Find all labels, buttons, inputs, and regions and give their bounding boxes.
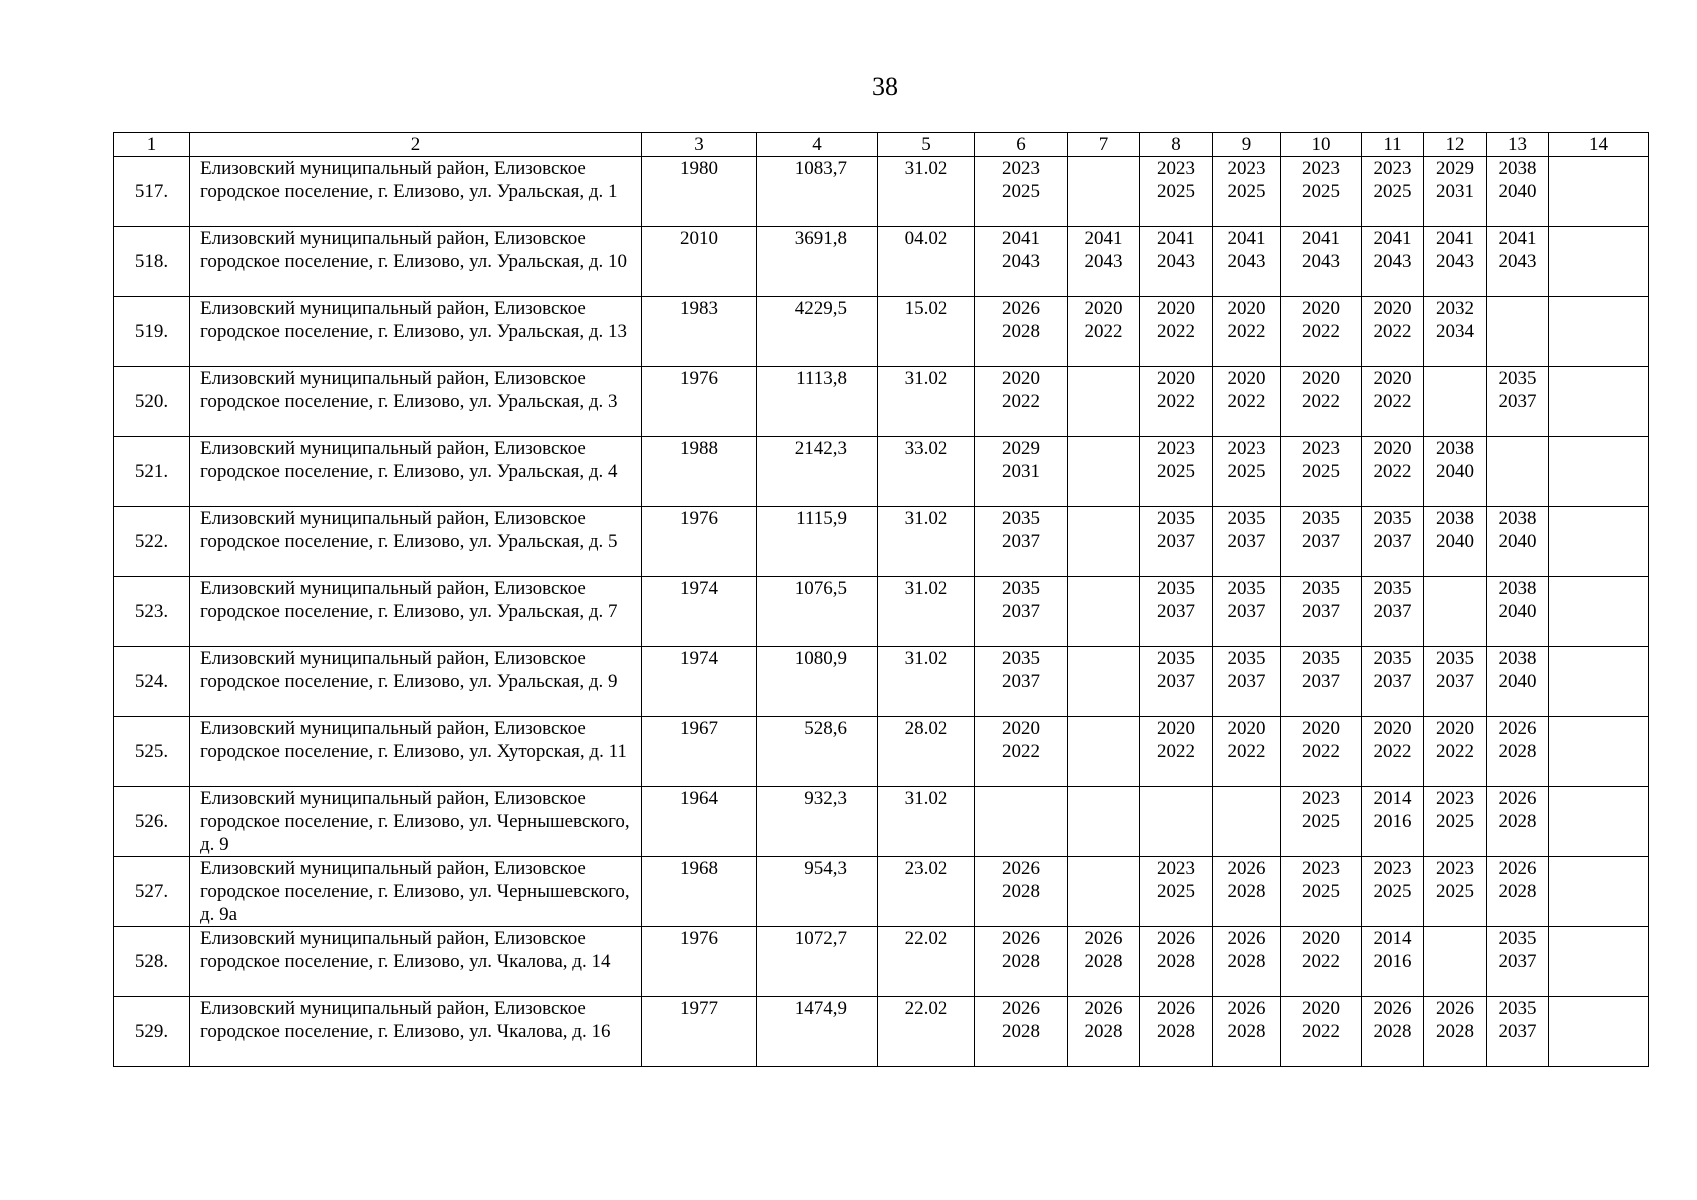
code-cell: 23.02 [878, 857, 975, 927]
area-cell: 1474,9 [757, 997, 878, 1067]
address-cell: Елизовский муниципальный район, Елизовское городское поселение, г. Елизово, ул. Уральская, д. 1 [190, 157, 642, 227]
code-cell: 31.02 [878, 157, 975, 227]
term-cell: 2041 2043 [1281, 227, 1362, 297]
term-cell: 2020 2022 [1140, 367, 1213, 437]
term-cell [1549, 297, 1649, 367]
term-cell [1140, 787, 1213, 857]
term-cell [1424, 927, 1487, 997]
term-cell: 2023 2025 [1213, 157, 1281, 227]
term-cell [1549, 787, 1649, 857]
area-cell: 2142,3 [757, 437, 878, 507]
code-cell: 31.02 [878, 787, 975, 857]
term-cell: 2020 2022 [1140, 297, 1213, 367]
term-cell [1549, 927, 1649, 997]
column-header: 6 [975, 133, 1068, 157]
term-cell [1549, 997, 1649, 1067]
year-built-cell: 1974 [642, 647, 757, 717]
term-cell: 2035 2037 [1424, 647, 1487, 717]
address-cell: Елизовский муниципальный район, Елизовское городское поселение, г. Елизово, ул. Уральская, д. 3 [190, 367, 642, 437]
address-cell: Елизовский муниципальный район, Елизовское городское поселение, г. Елизово, ул. Уральская, д. 7 [190, 577, 642, 647]
term-cell [1549, 157, 1649, 227]
term-cell: 2020 2022 [1140, 717, 1213, 787]
row-number-cell: 520. [114, 367, 190, 437]
column-header: 4 [757, 133, 878, 157]
term-cell: 2023 2025 [1281, 157, 1362, 227]
code-cell: 22.02 [878, 997, 975, 1067]
term-cell: 2041 2043 [1140, 227, 1213, 297]
term-cell: 2038 2040 [1487, 647, 1549, 717]
term-cell: 2020 2022 [975, 367, 1068, 437]
term-cell [1424, 577, 1487, 647]
code-cell: 33.02 [878, 437, 975, 507]
term-cell: 2023 2025 [1213, 437, 1281, 507]
term-cell [1549, 647, 1649, 717]
term-cell: 2035 2037 [1487, 927, 1549, 997]
row-number-cell: 527. [114, 857, 190, 927]
year-built-cell: 1976 [642, 507, 757, 577]
column-header: 13 [1487, 133, 1549, 157]
term-cell [1549, 437, 1649, 507]
term-cell: 2023 2025 [1424, 787, 1487, 857]
address-cell: Елизовский муниципальный район, Елизовское городское поселение, г. Елизово, ул. Хуторская, д. 11 [190, 717, 642, 787]
address-cell: Елизовский муниципальный район, Елизовское городское поселение, г. Елизово, ул. Уральская, д. 10 [190, 227, 642, 297]
term-cell [1068, 787, 1140, 857]
area-cell: 1115,9 [757, 507, 878, 577]
column-header: 11 [1362, 133, 1424, 157]
area-cell: 528,6 [757, 717, 878, 787]
address-cell: Елизовский муниципальный район, Елизовское городское поселение, г. Елизово, ул. Чкалова, д. 16 [190, 997, 642, 1067]
term-cell: 2023 2025 [1140, 157, 1213, 227]
term-cell: 2023 2025 [1281, 857, 1362, 927]
area-cell: 1076,5 [757, 577, 878, 647]
term-cell [1068, 507, 1140, 577]
term-cell: 2029 2031 [1424, 157, 1487, 227]
term-cell [1487, 437, 1549, 507]
term-cell: 2020 2022 [1213, 297, 1281, 367]
term-cell: 2026 2028 [1140, 997, 1213, 1067]
page-number: 38 [872, 72, 898, 101]
term-cell: 2023 2025 [975, 157, 1068, 227]
address-cell: Елизовский муниципальный район, Елизовское городское поселение, г. Елизово, ул. Уральская, д. 5 [190, 507, 642, 577]
term-cell: 2026 2028 [975, 857, 1068, 927]
term-cell: 2023 2025 [1140, 857, 1213, 927]
code-cell: 28.02 [878, 717, 975, 787]
term-cell: 2038 2040 [1424, 437, 1487, 507]
term-cell: 2026 2028 [1068, 927, 1140, 997]
table-body [114, 157, 1649, 1067]
term-cell: 2035 2037 [1362, 577, 1424, 647]
year-built-cell: 1976 [642, 927, 757, 997]
year-built-cell: 1974 [642, 577, 757, 647]
column-header: 2 [190, 133, 642, 157]
area-cell: 954,3 [757, 857, 878, 927]
term-cell: 2026 2028 [1213, 997, 1281, 1067]
term-cell: 2026 2028 [1140, 927, 1213, 997]
term-cell: 2029 2031 [975, 437, 1068, 507]
term-cell: 2020 2022 [1281, 927, 1362, 997]
table-row [114, 367, 1649, 437]
term-cell: 2020 2022 [1362, 367, 1424, 437]
column-header: 7 [1068, 133, 1140, 157]
term-cell: 2041 2043 [975, 227, 1068, 297]
term-cell: 2023 2025 [1424, 857, 1487, 927]
term-cell [1068, 437, 1140, 507]
table-row [114, 717, 1649, 787]
year-built-cell: 2010 [642, 227, 757, 297]
year-built-cell: 1988 [642, 437, 757, 507]
term-cell: 2020 2022 [1362, 297, 1424, 367]
term-cell: 2023 2025 [1362, 157, 1424, 227]
term-cell: 2035 2037 [975, 577, 1068, 647]
term-cell [1549, 857, 1649, 927]
table-row [114, 647, 1649, 717]
term-cell: 2035 2037 [1362, 507, 1424, 577]
term-cell [1068, 157, 1140, 227]
term-cell: 2035 2037 [975, 507, 1068, 577]
address-cell: Елизовский муниципальный район, Елизовское городское поселение, г. Елизово, ул. Чернышевского, д. 9а [190, 857, 642, 927]
address-cell: Елизовский муниципальный район, Елизовское городское поселение, г. Елизово, ул. Уральская, д. 9 [190, 647, 642, 717]
term-cell: 2020 2022 [1362, 437, 1424, 507]
row-number-cell: 528. [114, 927, 190, 997]
year-built-cell: 1983 [642, 297, 757, 367]
area-cell: 1083,7 [757, 157, 878, 227]
term-cell [1549, 227, 1649, 297]
table-row [114, 437, 1649, 507]
term-cell: 2038 2040 [1424, 507, 1487, 577]
table-row [114, 157, 1649, 227]
row-number-cell: 529. [114, 997, 190, 1067]
term-cell: 2020 2022 [1213, 717, 1281, 787]
row-number-cell: 526. [114, 787, 190, 857]
code-cell: 15.02 [878, 297, 975, 367]
address-cell: Елизовский муниципальный район, Елизовское городское поселение, г. Елизово, ул. Чернышевского, д. 9 [190, 787, 642, 857]
code-cell: 04.02 [878, 227, 975, 297]
table-row [114, 927, 1649, 997]
term-cell: 2035 2037 [1140, 577, 1213, 647]
row-number-cell: 524. [114, 647, 190, 717]
row-number-cell: 521. [114, 437, 190, 507]
code-cell: 31.02 [878, 577, 975, 647]
term-cell [1068, 577, 1140, 647]
code-cell: 31.02 [878, 507, 975, 577]
term-cell: 2035 2037 [1281, 577, 1362, 647]
term-cell: 2035 2037 [1140, 647, 1213, 717]
term-cell: 2026 2028 [1424, 997, 1487, 1067]
term-cell: 2023 2025 [1281, 787, 1362, 857]
term-cell [1487, 297, 1549, 367]
address-cell: Елизовский муниципальный район, Елизовское городское поселение, г. Елизово, ул. Уральская, д. 13 [190, 297, 642, 367]
term-cell: 2020 2022 [1068, 297, 1140, 367]
year-built-cell: 1977 [642, 997, 757, 1067]
year-built-cell: 1980 [642, 157, 757, 227]
term-cell: 2023 2025 [1281, 437, 1362, 507]
term-cell: 2020 2022 [1281, 997, 1362, 1067]
term-cell: 2041 2043 [1068, 227, 1140, 297]
year-built-cell: 1964 [642, 787, 757, 857]
code-cell: 31.02 [878, 367, 975, 437]
term-cell: 2038 2040 [1487, 157, 1549, 227]
term-cell [975, 787, 1068, 857]
term-cell: 2035 2037 [1487, 367, 1549, 437]
column-header: 9 [1213, 133, 1281, 157]
row-number-cell: 518. [114, 227, 190, 297]
term-cell: 2026 2028 [975, 297, 1068, 367]
area-cell: 1080,9 [757, 647, 878, 717]
area-cell: 932,3 [757, 787, 878, 857]
term-cell: 2020 2022 [1281, 367, 1362, 437]
term-cell: 2014 2016 [1362, 787, 1424, 857]
area-cell: 1113,8 [757, 367, 878, 437]
term-cell: 2020 2022 [1281, 717, 1362, 787]
table-row [114, 787, 1649, 857]
table-row [114, 997, 1649, 1067]
column-header: 3 [642, 133, 757, 157]
term-cell: 2026 2028 [1068, 997, 1140, 1067]
term-cell: 2026 2028 [1213, 857, 1281, 927]
address-cell: Елизовский муниципальный район, Елизовское городское поселение, г. Елизово, ул. Чкалова, д. 14 [190, 927, 642, 997]
year-built-cell: 1967 [642, 717, 757, 787]
term-cell: 2041 2043 [1362, 227, 1424, 297]
term-cell [1549, 717, 1649, 787]
year-built-cell: 1968 [642, 857, 757, 927]
term-cell: 2035 2037 [1213, 577, 1281, 647]
header-row [114, 133, 1649, 157]
term-cell: 2035 2037 [1362, 647, 1424, 717]
term-cell: 2035 2037 [1281, 507, 1362, 577]
row-number-cell: 523. [114, 577, 190, 647]
term-cell: 2035 2037 [975, 647, 1068, 717]
column-header: 12 [1424, 133, 1487, 157]
term-cell: 2035 2037 [1213, 647, 1281, 717]
term-cell [1068, 857, 1140, 927]
column-header: 10 [1281, 133, 1362, 157]
term-cell: 2014 2016 [1362, 927, 1424, 997]
area-cell: 4229,5 [757, 297, 878, 367]
table-row [114, 577, 1649, 647]
column-header: 8 [1140, 133, 1213, 157]
term-cell: 2020 2022 [1281, 297, 1362, 367]
term-cell: 2026 2028 [1487, 787, 1549, 857]
column-header: 1 [114, 133, 190, 157]
table-row [114, 297, 1649, 367]
address-cell: Елизовский муниципальный район, Елизовское городское поселение, г. Елизово, ул. Уральская, д. 4 [190, 437, 642, 507]
term-cell: 2020 2022 [1362, 717, 1424, 787]
row-number-cell: 519. [114, 297, 190, 367]
term-cell: 2026 2028 [1213, 927, 1281, 997]
term-cell [1424, 367, 1487, 437]
row-number-cell: 517. [114, 157, 190, 227]
term-cell: 2023 2025 [1362, 857, 1424, 927]
term-cell [1549, 507, 1649, 577]
area-cell: 3691,8 [757, 227, 878, 297]
term-cell: 2020 2022 [975, 717, 1068, 787]
code-cell: 22.02 [878, 927, 975, 997]
term-cell: 2035 2037 [1140, 507, 1213, 577]
term-cell: 2023 2025 [1140, 437, 1213, 507]
term-cell: 2020 2022 [1213, 367, 1281, 437]
term-cell [1068, 647, 1140, 717]
area-cell: 1072,7 [757, 927, 878, 997]
column-header: 14 [1549, 133, 1649, 157]
term-cell: 2035 2037 [1281, 647, 1362, 717]
term-cell: 2038 2040 [1487, 577, 1549, 647]
table-row [114, 857, 1649, 927]
term-cell: 2035 2037 [1487, 997, 1549, 1067]
term-cell: 2026 2028 [975, 997, 1068, 1067]
table-row [114, 227, 1649, 297]
term-cell: 2026 2028 [975, 927, 1068, 997]
term-cell: 2041 2043 [1487, 227, 1549, 297]
term-cell: 2032 2034 [1424, 297, 1487, 367]
term-cell: 2041 2043 [1213, 227, 1281, 297]
term-cell [1549, 577, 1649, 647]
term-cell: 2026 2028 [1362, 997, 1424, 1067]
term-cell: 2026 2028 [1487, 717, 1549, 787]
term-cell: 2020 2022 [1424, 717, 1487, 787]
column-header: 5 [878, 133, 975, 157]
term-cell: 2026 2028 [1487, 857, 1549, 927]
table-row [114, 507, 1649, 577]
term-cell [1068, 367, 1140, 437]
year-built-cell: 1976 [642, 367, 757, 437]
term-cell [1068, 717, 1140, 787]
term-cell: 2038 2040 [1487, 507, 1549, 577]
term-cell: 2035 2037 [1213, 507, 1281, 577]
row-number-cell: 522. [114, 507, 190, 577]
term-cell [1549, 367, 1649, 437]
term-cell [1213, 787, 1281, 857]
registry-table [113, 132, 1649, 1067]
code-cell: 31.02 [878, 647, 975, 717]
term-cell: 2041 2043 [1424, 227, 1487, 297]
row-number-cell: 525. [114, 717, 190, 787]
